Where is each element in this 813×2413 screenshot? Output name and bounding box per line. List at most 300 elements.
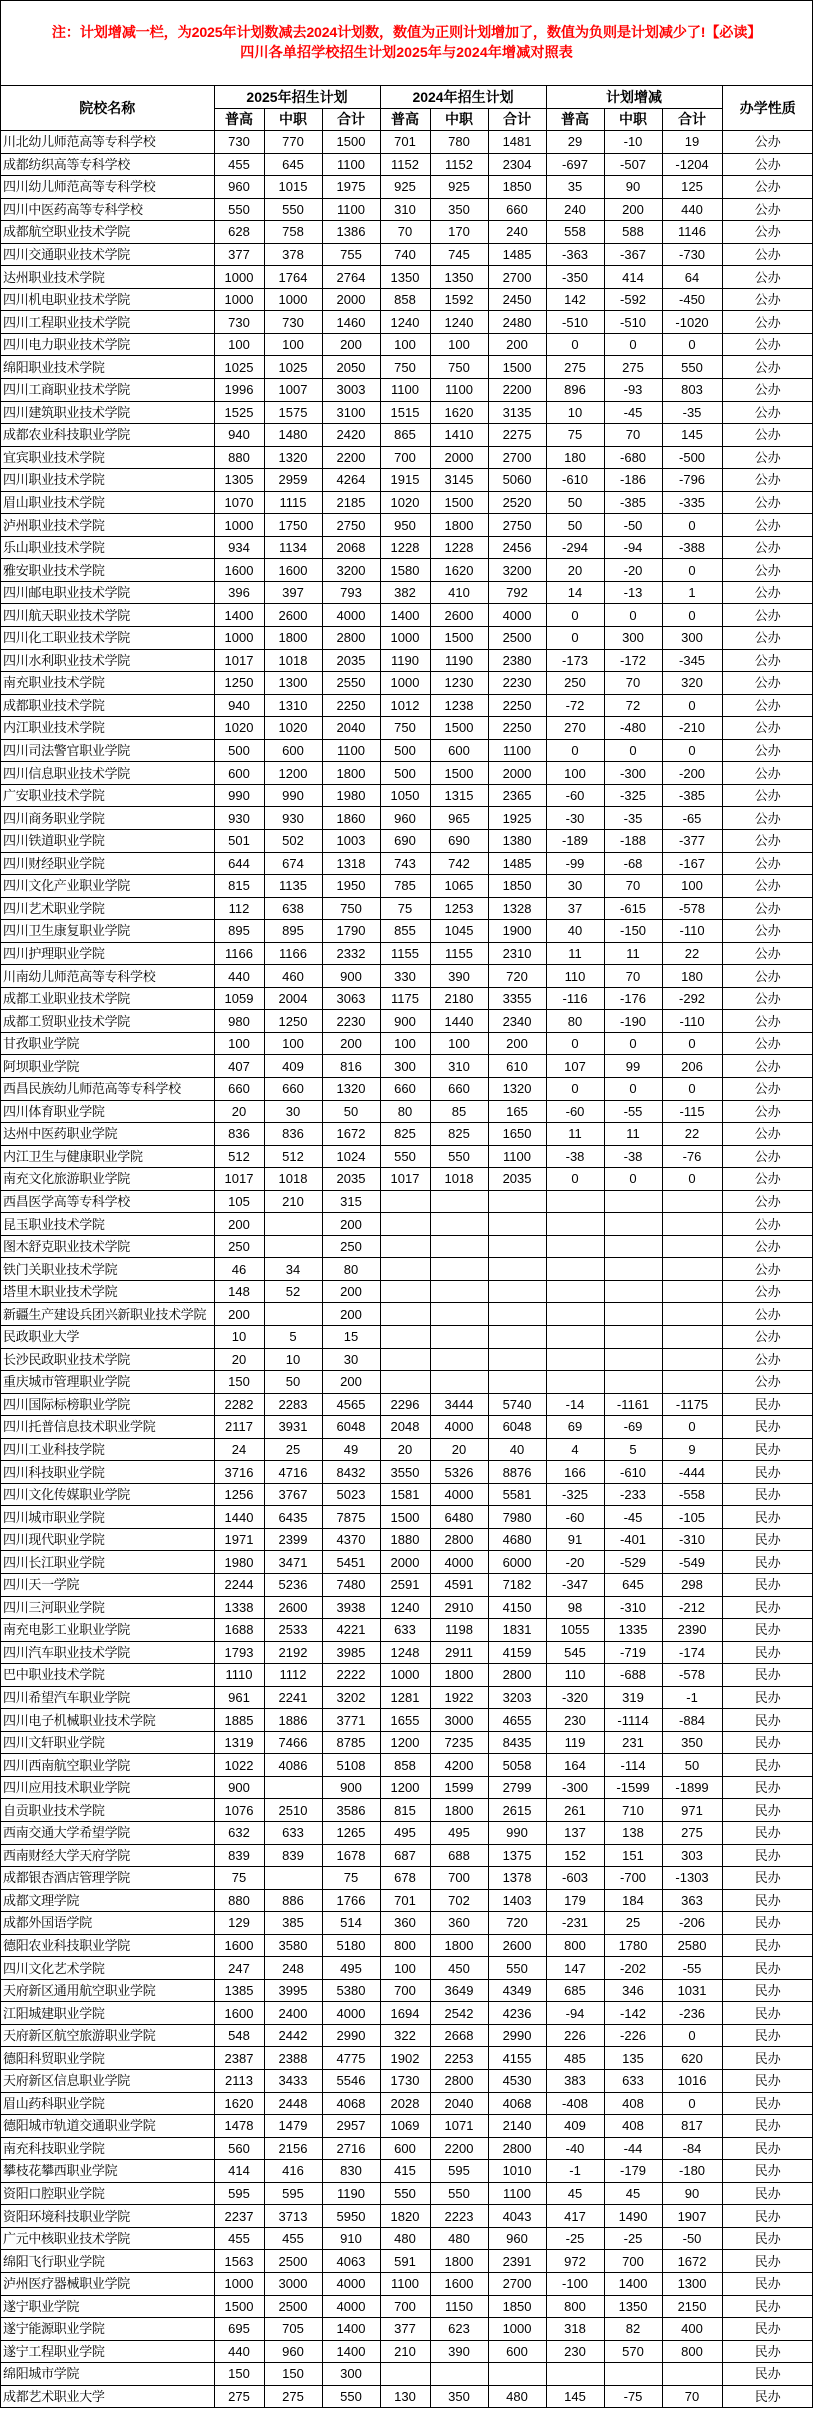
plan-2024-total xyxy=(488,1348,546,1371)
plan-2025-general: 1110 xyxy=(214,1664,264,1687)
plan-2025-vocational: 1018 xyxy=(264,1168,322,1191)
plan-2025-total: 2185 xyxy=(322,491,380,514)
plan-2025-vocational: 550 xyxy=(264,198,322,221)
plan-2025-general: 695 xyxy=(214,2318,264,2341)
plan-2025-total: 200 xyxy=(322,1032,380,1055)
school-type: 公办 xyxy=(722,627,813,650)
plan-2024-vocational: 495 xyxy=(430,1822,488,1845)
diff-general xyxy=(546,1371,604,1394)
diff-total xyxy=(662,1371,722,1394)
plan-2025-general: 660 xyxy=(214,1077,264,1100)
plan-2024-vocational: 350 xyxy=(430,198,488,221)
diff-vocational: 408 xyxy=(604,2092,662,2115)
diff-vocational: 0 xyxy=(604,1032,662,1055)
diff-vocational: 1400 xyxy=(604,2272,662,2295)
plan-2024-general: 785 xyxy=(380,875,430,898)
plan-2025-total: 830 xyxy=(322,2160,380,2183)
plan-2025-general: 1000 xyxy=(214,288,264,311)
plan-2024-vocational: 2253 xyxy=(430,2047,488,2070)
diff-general: 35 xyxy=(546,176,604,199)
plan-2024-vocational: 1065 xyxy=(430,875,488,898)
diff-total: 145 xyxy=(662,424,722,447)
diff-general: 409 xyxy=(546,2115,604,2138)
diff-vocational: 633 xyxy=(604,2070,662,2093)
plan-2024-total: 7980 xyxy=(488,1506,546,1529)
plan-2024-total: 2310 xyxy=(488,942,546,965)
enrollment-comparison-table xyxy=(1,86,813,2408)
school-name: 广元中核职业技术学院 xyxy=(1,2227,214,2250)
diff-vocational: 414 xyxy=(604,266,662,289)
plan-2024-general: 1200 xyxy=(380,1731,430,1754)
plan-2024-total: 792 xyxy=(488,581,546,604)
table-row xyxy=(1,1235,813,1258)
school-type: 民办 xyxy=(722,2160,813,2183)
diff-total: 800 xyxy=(662,2340,722,2363)
diff-vocational: -1114 xyxy=(604,1709,662,1732)
plan-2024-vocational: 688 xyxy=(430,1844,488,1867)
plan-2024-vocational: 1800 xyxy=(430,1664,488,1687)
school-name: 遂宁能源职业学院 xyxy=(1,2318,214,2341)
plan-2025-total: 816 xyxy=(322,1055,380,1078)
school-type: 公办 xyxy=(722,243,813,266)
school-type: 民办 xyxy=(722,1596,813,1619)
plan-2024-vocational: 1922 xyxy=(430,1686,488,1709)
plan-2024-vocational: 1440 xyxy=(430,1010,488,1033)
diff-vocational: 1335 xyxy=(604,1619,662,1642)
table-row xyxy=(1,897,813,920)
table-row xyxy=(1,1100,813,1123)
school-type: 民办 xyxy=(722,2295,813,2318)
diff-general: 0 xyxy=(546,627,604,650)
school-type: 公办 xyxy=(722,762,813,785)
plan-2024-total: 1900 xyxy=(488,920,546,943)
plan-2025-general: 1400 xyxy=(214,604,264,627)
plan-2024-general: 550 xyxy=(380,1145,430,1168)
plan-2024-general: 1240 xyxy=(380,311,430,334)
plan-2025-total: 7480 xyxy=(322,1574,380,1597)
plan-2025-vocational: 6435 xyxy=(264,1506,322,1529)
plan-2024-general: 1248 xyxy=(380,1641,430,1664)
diff-vocational: 408 xyxy=(604,2115,662,2138)
plan-2025-total: 4775 xyxy=(322,2047,380,2070)
plan-2025-general: 1385 xyxy=(214,1979,264,2002)
plan-2024-general: 1820 xyxy=(380,2205,430,2228)
diff-general: 318 xyxy=(546,2318,604,2341)
plan-2024-general: 855 xyxy=(380,920,430,943)
plan-2025-vocational: 595 xyxy=(264,2182,322,2205)
diff-general: -325 xyxy=(546,1483,604,1506)
plan-2025-general: 1338 xyxy=(214,1596,264,1619)
diff-vocational: 72 xyxy=(604,694,662,717)
plan-2024-general: 20 xyxy=(380,1438,430,1461)
plan-2025-general: 960 xyxy=(214,176,264,199)
diff-general xyxy=(546,2363,604,2386)
plan-2025-vocational: 52 xyxy=(264,1280,322,1303)
diff-vocational: -233 xyxy=(604,1483,662,1506)
plan-2024-total: 1010 xyxy=(488,2160,546,2183)
diff-general: 896 xyxy=(546,379,604,402)
plan-2024-general: 1500 xyxy=(380,1506,430,1529)
plan-2024-vocational: 925 xyxy=(430,176,488,199)
diff-general: 98 xyxy=(546,1596,604,1619)
diff-vocational: 184 xyxy=(604,1889,662,1912)
diff-general: 0 xyxy=(546,1077,604,1100)
school-name: 西昌医学高等专科学校 xyxy=(1,1190,214,1213)
table-row xyxy=(1,1258,813,1281)
plan-2025-vocational: 2241 xyxy=(264,1686,322,1709)
plan-2025-general: 1885 xyxy=(214,1709,264,1732)
plan-2024-total: 2450 xyxy=(488,288,546,311)
diff-vocational: 0 xyxy=(604,1168,662,1191)
school-name: 铁门关职业技术学院 xyxy=(1,1258,214,1281)
diff-total: 0 xyxy=(662,514,722,537)
diff-total: -167 xyxy=(662,852,722,875)
diff-general: -173 xyxy=(546,649,604,672)
plan-2024-total: 1100 xyxy=(488,739,546,762)
table-row xyxy=(1,1574,813,1597)
plan-2024-total: 7182 xyxy=(488,1574,546,1597)
plan-2025-vocational: 895 xyxy=(264,920,322,943)
school-type: 民办 xyxy=(722,1686,813,1709)
school-name: 四川现代职业学院 xyxy=(1,1528,214,1551)
plan-2024-general: 1281 xyxy=(380,1686,430,1709)
diff-general: 142 xyxy=(546,288,604,311)
plan-2025-vocational: 1112 xyxy=(264,1664,322,1687)
plan-2024-general: 1000 xyxy=(380,1664,430,1687)
school-type: 公办 xyxy=(722,446,813,469)
school-name: 川北幼儿师范高等专科学校 xyxy=(1,131,214,154)
plan-2024-total: 2035 xyxy=(488,1168,546,1191)
plan-2024-vocational: 595 xyxy=(430,2160,488,2183)
diff-total: -110 xyxy=(662,920,722,943)
plan-2024-general: 1240 xyxy=(380,1596,430,1619)
plan-2024-general: 100 xyxy=(380,333,430,356)
table-row xyxy=(1,2340,813,2363)
table-row xyxy=(1,333,813,356)
plan-2024-general: 690 xyxy=(380,829,430,852)
plan-2025-vocational: 7466 xyxy=(264,1731,322,1754)
plan-2025-vocational: 2533 xyxy=(264,1619,322,1642)
diff-vocational: 319 xyxy=(604,1686,662,1709)
table-row xyxy=(1,2160,813,2183)
diff-total xyxy=(662,2363,722,2386)
table-row xyxy=(1,784,813,807)
diff-vocational: -202 xyxy=(604,1957,662,1980)
plan-2025-general: 500 xyxy=(214,739,264,762)
plan-2025-general: 1000 xyxy=(214,627,264,650)
diff-total: 1300 xyxy=(662,2272,722,2295)
diff-general: 107 xyxy=(546,1055,604,1078)
plan-2025-vocational: 1480 xyxy=(264,424,322,447)
school-name: 昆玉职业技术学院 xyxy=(1,1213,214,1236)
school-type: 民办 xyxy=(722,1416,813,1439)
diff-total: 0 xyxy=(662,1077,722,1100)
diff-total: -578 xyxy=(662,897,722,920)
plan-2024-vocational: 7235 xyxy=(430,1731,488,1754)
school-name: 四川体育职业学院 xyxy=(1,1100,214,1123)
plan-2025-total: 2222 xyxy=(322,1664,380,1687)
plan-2024-total: 6000 xyxy=(488,1551,546,1574)
plan-2024-total xyxy=(488,1258,546,1281)
plan-2025-general: 1600 xyxy=(214,559,264,582)
plan-2024-total: 4530 xyxy=(488,2070,546,2093)
table-row xyxy=(1,2024,813,2047)
plan-2025-general: 275 xyxy=(214,2385,264,2408)
school-type: 民办 xyxy=(722,1664,813,1687)
plan-2025-vocational: 4716 xyxy=(264,1461,322,1484)
plan-2024-vocational: 2223 xyxy=(430,2205,488,2228)
plan-2024-vocational: 350 xyxy=(430,2385,488,2408)
plan-2024-vocational: 2180 xyxy=(430,987,488,1010)
plan-2025-total: 2990 xyxy=(322,2024,380,2047)
plan-2024-total xyxy=(488,2363,546,2386)
plan-2025-total: 8785 xyxy=(322,1731,380,1754)
title-block xyxy=(1,1,812,86)
table-row xyxy=(1,2318,813,2341)
school-type: 民办 xyxy=(722,1709,813,1732)
plan-2025-vocational: 2400 xyxy=(264,2002,322,2025)
plan-2024-total: 2304 xyxy=(488,153,546,176)
table-row xyxy=(1,739,813,762)
plan-2024-vocational: 4000 xyxy=(430,1416,488,1439)
school-name: 四川汽车职业技术学院 xyxy=(1,1641,214,1664)
school-name: 四川电力职业技术学院 xyxy=(1,333,214,356)
school-type: 民办 xyxy=(722,1889,813,1912)
table-row xyxy=(1,2137,813,2160)
school-name: 成都农业科技职业学院 xyxy=(1,424,214,447)
plan-2024-general xyxy=(380,1190,430,1213)
col-header-2025-general: 普高 xyxy=(214,108,264,131)
plan-2025-total: 1386 xyxy=(322,221,380,244)
plan-2025-total: 910 xyxy=(322,2227,380,2250)
plan-2024-vocational: 1592 xyxy=(430,288,488,311)
plan-2025-vocational: 1015 xyxy=(264,176,322,199)
plan-2025-total: 15 xyxy=(322,1325,380,1348)
plan-2024-general: 100 xyxy=(380,1032,430,1055)
diff-general xyxy=(546,1280,604,1303)
plan-2024-total: 200 xyxy=(488,333,546,356)
plan-2024-general: 925 xyxy=(380,176,430,199)
school-name: 成都工业职业技术学院 xyxy=(1,987,214,1010)
plan-2024-total: 1328 xyxy=(488,897,546,920)
diff-vocational: 90 xyxy=(604,176,662,199)
plan-2025-total: 2420 xyxy=(322,424,380,447)
plan-2024-general xyxy=(380,1348,430,1371)
plan-2024-total: 600 xyxy=(488,2340,546,2363)
plan-2025-total: 80 xyxy=(322,1258,380,1281)
diff-total: -180 xyxy=(662,2160,722,2183)
school-type: 民办 xyxy=(722,1934,813,1957)
plan-2024-vocational: 550 xyxy=(430,2182,488,2205)
school-type: 公办 xyxy=(722,333,813,356)
school-type: 公办 xyxy=(722,1280,813,1303)
diff-total xyxy=(662,1280,722,1303)
plan-2024-total: 1000 xyxy=(488,2318,546,2341)
diff-general: 50 xyxy=(546,514,604,537)
plan-2024-vocational xyxy=(430,1348,488,1371)
plan-2024-general: 1400 xyxy=(380,604,430,627)
plan-2025-total: 1024 xyxy=(322,1145,380,1168)
diff-vocational: -142 xyxy=(604,2002,662,2025)
plan-2024-general xyxy=(380,1371,430,1394)
diff-general: 37 xyxy=(546,897,604,920)
plan-2025-total: 2200 xyxy=(322,446,380,469)
school-type: 公办 xyxy=(722,469,813,492)
plan-2024-general: 80 xyxy=(380,1100,430,1123)
diff-vocational: -114 xyxy=(604,1754,662,1777)
plan-2024-general: 1655 xyxy=(380,1709,430,1732)
school-type: 公办 xyxy=(722,1168,813,1191)
plan-2024-total: 1100 xyxy=(488,2182,546,2205)
diff-general: 29 xyxy=(546,131,604,154)
school-name: 塔里木职业技术学院 xyxy=(1,1280,214,1303)
table-row xyxy=(1,1190,813,1213)
diff-vocational: 1780 xyxy=(604,1934,662,1957)
school-type: 民办 xyxy=(722,1867,813,1890)
plan-2024-vocational xyxy=(430,1371,488,1394)
plan-2024-total: 990 xyxy=(488,1822,546,1845)
table-row xyxy=(1,1032,813,1055)
plan-2025-total: 3985 xyxy=(322,1641,380,1664)
diff-total: 1016 xyxy=(662,2070,722,2093)
col-header-diff-vocational: 中职 xyxy=(604,108,662,131)
plan-2024-general: 825 xyxy=(380,1123,430,1146)
diff-total: -500 xyxy=(662,446,722,469)
plan-2025-vocational: 1007 xyxy=(264,379,322,402)
plan-2024-vocational: 170 xyxy=(430,221,488,244)
plan-2025-vocational: 3767 xyxy=(264,1483,322,1506)
plan-2025-vocational: 502 xyxy=(264,829,322,852)
school-type: 民办 xyxy=(722,1461,813,1484)
plan-2024-vocational: 750 xyxy=(430,356,488,379)
table-row xyxy=(1,1664,813,1687)
diff-general: 119 xyxy=(546,1731,604,1754)
plan-2024-vocational: 550 xyxy=(430,1145,488,1168)
diff-total: 125 xyxy=(662,176,722,199)
plan-2025-general: 1000 xyxy=(214,514,264,537)
diff-vocational: -1599 xyxy=(604,1776,662,1799)
plan-2025-total: 514 xyxy=(322,1912,380,1935)
diff-total: 303 xyxy=(662,1844,722,1867)
plan-2025-total: 755 xyxy=(322,243,380,266)
table-row xyxy=(1,1776,813,1799)
plan-2024-vocational: 965 xyxy=(430,807,488,830)
plan-2025-general: 1017 xyxy=(214,649,264,672)
plan-2024-general: 2296 xyxy=(380,1393,430,1416)
col-group-2025: 2025年招生计划 xyxy=(214,86,380,108)
diff-vocational: 346 xyxy=(604,1979,662,2002)
plan-2025-vocational: 3713 xyxy=(264,2205,322,2228)
table-row xyxy=(1,221,813,244)
plan-2024-total: 2520 xyxy=(488,491,546,514)
plan-2025-vocational: 2600 xyxy=(264,1596,322,1619)
plan-2024-vocational: 1599 xyxy=(430,1776,488,1799)
plan-2024-total: 200 xyxy=(488,1032,546,1055)
table-row xyxy=(1,1303,813,1326)
plan-2024-total: 2799 xyxy=(488,1776,546,1799)
school-type: 公办 xyxy=(722,288,813,311)
plan-2025-total: 750 xyxy=(322,897,380,920)
table-row xyxy=(1,424,813,447)
school-type: 民办 xyxy=(722,1979,813,2002)
plan-2025-general: 1020 xyxy=(214,717,264,740)
school-type: 公办 xyxy=(722,1213,813,1236)
table-row xyxy=(1,153,813,176)
col-group-diff: 计划增减 xyxy=(546,86,722,108)
plan-2024-vocational: 1071 xyxy=(430,2115,488,2138)
table-row xyxy=(1,1641,813,1664)
plan-2024-vocational: 1190 xyxy=(430,649,488,672)
diff-total: 1031 xyxy=(662,1979,722,2002)
diff-general: 80 xyxy=(546,1010,604,1033)
plan-2024-total: 550 xyxy=(488,1957,546,1980)
plan-2024-general: 700 xyxy=(380,446,430,469)
plan-2024-vocational: 2600 xyxy=(430,604,488,627)
plan-2025-general: 1793 xyxy=(214,1641,264,1664)
school-name: 四川托普信息技术职业学院 xyxy=(1,1416,214,1439)
plan-2024-total: 2600 xyxy=(488,1934,546,1957)
plan-2025-vocational: 455 xyxy=(264,2227,322,2250)
plan-2024-vocational: 1600 xyxy=(430,2272,488,2295)
school-type: 公办 xyxy=(722,356,813,379)
table-row xyxy=(1,2182,813,2205)
school-type: 公办 xyxy=(722,1371,813,1394)
plan-2025-total: 4000 xyxy=(322,604,380,627)
plan-2024-total: 2700 xyxy=(488,446,546,469)
diff-total: -212 xyxy=(662,1596,722,1619)
diff-total: 0 xyxy=(662,694,722,717)
diff-general: 30 xyxy=(546,875,604,898)
diff-general: 383 xyxy=(546,2070,604,2093)
plan-2024-total: 1485 xyxy=(488,243,546,266)
plan-2025-general: 1000 xyxy=(214,2272,264,2295)
plan-2024-total: 1375 xyxy=(488,1844,546,1867)
plan-2025-general: 940 xyxy=(214,694,264,717)
diff-vocational: 1350 xyxy=(604,2295,662,2318)
diff-vocational: 0 xyxy=(604,333,662,356)
plan-2025-vocational: 1020 xyxy=(264,717,322,740)
diff-general: 240 xyxy=(546,198,604,221)
table-row xyxy=(1,1889,813,1912)
plan-2025-general: 440 xyxy=(214,2340,264,2363)
plan-2025-general: 1525 xyxy=(214,401,264,424)
plan-2025-total: 1100 xyxy=(322,198,380,221)
plan-2025-vocational: 2500 xyxy=(264,2250,322,2273)
diff-total: 1 xyxy=(662,581,722,604)
plan-2025-total: 1950 xyxy=(322,875,380,898)
plan-2025-vocational: 1764 xyxy=(264,266,322,289)
table-row xyxy=(1,1168,813,1191)
table-row xyxy=(1,694,813,717)
plan-2025-total: 2000 xyxy=(322,288,380,311)
plan-2025-general: 815 xyxy=(214,875,264,898)
diff-general: -189 xyxy=(546,829,604,852)
diff-vocational: -50 xyxy=(604,514,662,537)
plan-2024-vocational: 6480 xyxy=(430,1506,488,1529)
plan-2024-general: 2591 xyxy=(380,1574,430,1597)
school-name: 绵阳职业技术学院 xyxy=(1,356,214,379)
school-name: 成都纺织高等专科学校 xyxy=(1,153,214,176)
school-name: 内江职业技术学院 xyxy=(1,717,214,740)
plan-2024-vocational: 1620 xyxy=(430,401,488,424)
plan-2024-general: 500 xyxy=(380,762,430,785)
school-name: 四川文化产业职业学院 xyxy=(1,875,214,898)
school-type: 民办 xyxy=(722,2205,813,2228)
diff-general: -231 xyxy=(546,1912,604,1935)
plan-2024-total xyxy=(488,1280,546,1303)
school-type: 公办 xyxy=(722,401,813,424)
school-type: 民办 xyxy=(722,1483,813,1506)
